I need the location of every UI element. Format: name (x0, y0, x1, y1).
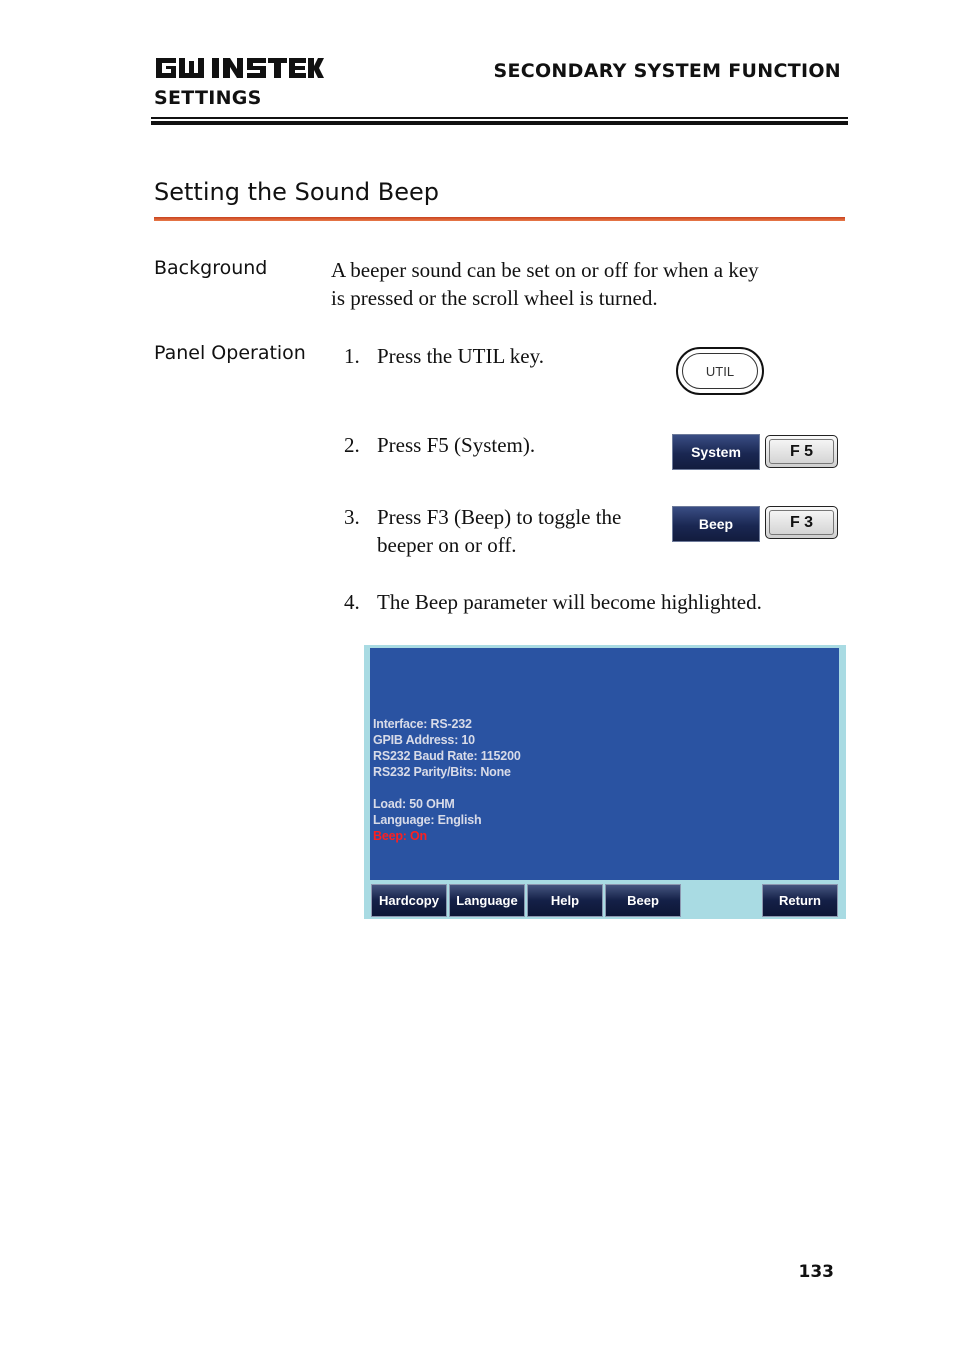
screen-line-language: Language: English (373, 813, 482, 827)
panel-operation-label: Panel Operation (154, 342, 306, 364)
title-underline (154, 217, 845, 221)
section-title-header: SETTINGS (154, 87, 262, 109)
step-number: 3. (344, 505, 360, 529)
page-title: Setting the Sound Beep (154, 178, 440, 206)
f3-key[interactable] (765, 506, 838, 539)
step-number: 1. (344, 344, 360, 368)
f5-key[interactable] (765, 435, 838, 468)
screen-softkey-hardcopy[interactable]: Hardcopy (371, 884, 447, 917)
screen-line-beep: Beep: On (373, 829, 427, 843)
f3-key-bezel (769, 510, 834, 535)
screen-softkey-language[interactable]: Language (449, 884, 525, 917)
system-softkey[interactable]: System (672, 434, 760, 470)
step-number: 4. (344, 590, 360, 614)
screen-softkey-beep[interactable]: Beep (605, 884, 681, 917)
f5-key-bezel (769, 439, 834, 464)
step-text: Press F5 (System). (377, 433, 536, 457)
step-text: Press F3 (Beep) to toggle the (377, 505, 622, 529)
background-text-line2: is pressed or the scroll wheel is turned. (331, 286, 658, 310)
step-text: The Beep parameter will become highlighted. (377, 590, 762, 614)
screen-line-load: Load: 50 OHM (373, 797, 455, 811)
screen-line-gpib: GPIB Address: 10 (373, 733, 475, 747)
instrument-screen (364, 645, 846, 919)
background-text-line1: A beeper sound can be set on or off for when a key (331, 258, 759, 282)
header-rule-thin (151, 117, 848, 119)
header-rule-thick (151, 121, 848, 125)
screen-line-baud: RS232 Baud Rate: 115200 (373, 749, 521, 763)
chapter-title: SECONDARY SYSTEM FUNCTION (493, 60, 841, 82)
background-label: Background (154, 257, 268, 279)
f3-key-label: F 3 (789, 513, 814, 531)
util-key[interactable] (676, 347, 764, 395)
step-text: Press the UTIL key. (377, 344, 544, 368)
util-key-label: UTIL (682, 353, 758, 389)
step-number: 2. (344, 433, 360, 457)
screen-softkey-return[interactable]: Return (762, 884, 838, 917)
step-text-cont: beeper on or off. (377, 533, 517, 557)
beep-softkey[interactable]: Beep (672, 506, 760, 542)
screen-line-interface: Interface: RS-232 (373, 717, 472, 731)
screen-softkey-help[interactable]: Help (527, 884, 603, 917)
f5-key-label: F 5 (789, 442, 814, 460)
gw-instek-logo (154, 55, 324, 81)
screen-display-area (370, 648, 839, 880)
page-number: 133 (798, 1262, 834, 1282)
screen-line-parity: RS232 Parity/Bits: None (373, 765, 511, 779)
